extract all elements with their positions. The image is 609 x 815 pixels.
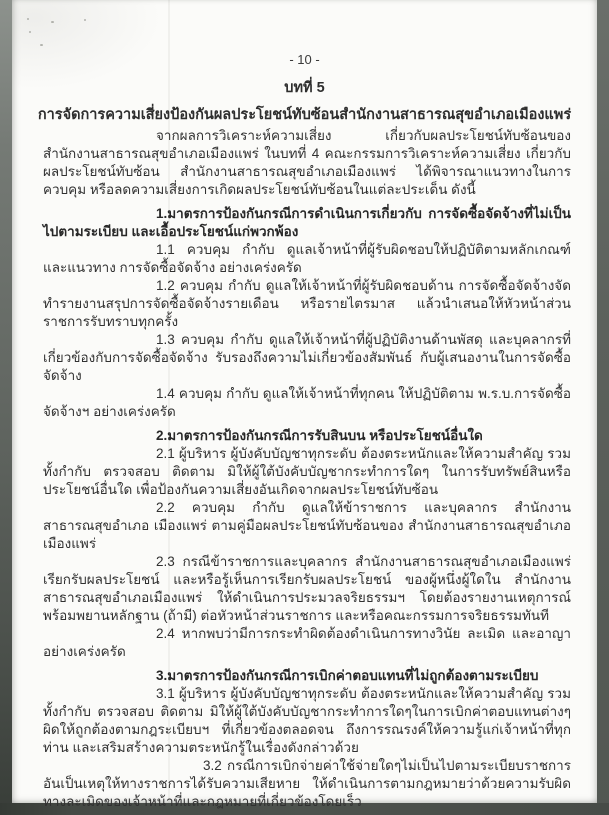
section-1-heading: 1.มาตรการป้องกันกรณีการดำเนินการเกี่ยวกับ การจัดซื้อจัดจ้างที่ไม่เป็นไปตามระเบียบ และเอื้อประโยชน์แก่พวกพ้อง	[43, 206, 571, 239]
item-2-4: 2.4 หากพบว่ามีการกระทำผิดต้องดำเนินการทางวินัย ละเมิด และอาญาอย่างเคร่งครัด	[43, 626, 571, 659]
item-3-2: 3.2 กรณีการเบิกจ่ายค่าใช้จ่ายใดๆไม่เป็นไปตามระเบียบราชการ อันเป็นเหตุให้ทางราชการได้รับความเสียหาย ให้ดำเนินการตามกฎหมายว่าด้วยความรับผิด ทางละเมิดของเจ้าหน้าที่และกฎหมายที่เกี่ยวข้องโดยเร็ว	[43, 758, 571, 809]
scan-speck	[40, 44, 43, 46]
page-title: การจัดการความเสี่ยงป้องกันผลประโยชน์ทับซ้อนสำนักงานสาธารณสุขอำเภอเมืองแพร่	[37, 107, 572, 123]
scan-speck	[29, 31, 31, 33]
item-3-1: 3.1 ผู้บริหาร ผู้บังคับบัญชาทุกระดับ ต้องตระหนักและให้ความสำคัญ รวมทั้งกำกับ ตรวจสอบ ติดตาม มิให้ผู้ใต้บังคับบัญชากระทำการใดๆในการเบิกค่าตอบแทนต่างๆ ผิดให้ถูกต้องตามกฎระเบียบฯ ที่เกี่ยวข้องตลอดจน ถึงการรณรงค์ให้ความรู้แก่เจ้าหน้าที่ทุกท่าน และเสริมสร้างความตระหนักรู้ในเรื่องดังกล่าวด้วย	[43, 686, 571, 755]
item-1-3: 1.3 ควบคุม กำกับ ดูแลให้เจ้าหน้าที่ผู้ปฏิบัติงานด้านพัสดุ และบุคลากรที่เกี่ยวข้องกับการจัดซื้อจัดจ้าง รับรองถึงความไม่เกี่ยวข้องสัมพันธ์ กับผู้เสนองานในการจัดซื้อจัดจ้าง	[43, 332, 571, 383]
section-2-heading: 2.มาตรการป้องกันกรณีการรับสินบน หรือประโยชน์อื่นใด	[156, 428, 483, 443]
chapter-heading: บทที่ 5	[284, 80, 325, 96]
section-3-heading: 3.มาตรการป้องกันกรณีการเบิกค่าตอบแทนที่ไม่ถูกต้องตามระเบียบ	[156, 668, 539, 683]
scan-speck	[51, 21, 54, 23]
paragraph-intro: จากผลการวิเคราะห์ความเสี่ยง เกี่ยวกับผลประโยชน์ทับซ้อนของ สำนักงานสาธารณสุขอำเภอเมืองแพร่ ในบทที่ 4 คณะกรรมการวิเคราะห์ความเสี่ยง เกี่ยวกับผลประโยชน์ทับซ้อน สำนักงานสาธารณสุขอำเภอเมืองแพร่ ได้พิจารณาแนวทางในการควบคุม หรือลดความเสี่ยงการเกิดผลประโยชน์ทับซ้อนในแต่ละประเด็น ดังนี้	[43, 128, 571, 197]
document-body	[43, 127, 571, 811]
item-2-1: 2.1 ผู้บริหาร ผู้บังคับบัญชาทุกระดับ ต้องตระหนักและให้ความสำคัญ รวมทั้งกำกับ ตรวจสอบ ติดตาม มิให้ผู้ใต้บังคับบัญชากระทำการใดๆ ในการรับทรัพย์สินหรือประโยชน์อื่นใด เพื่อป้องกันความเสี่ยงอันเกิดจากผลประโยชน์ทับซ้อน	[43, 446, 571, 497]
item-2-3: 2.3 กรณีข้าราชการและบุคลากร สำนักงานสาธารณสุขอำเภอเมืองแพร่ เรียกรับผลประโยชน์ และหรือรู้เห็นการเรียกรับผลประโยชน์ ของผู้หนึ่งผู้ใดใน สำนักงานสาธารณสุขอำเภอเมืองแพร่ ให้ดำเนินการประมวลจริยธรรมฯ โดยต้องรายงานเหตุการณ์ พร้อมพยานหลักฐาน (ถ้ามี) ต่อหัวหน้าส่วนราชการ และหรือคณะกรรมการจริยธรรมทันที	[43, 554, 571, 623]
item-1-1: 1.1 ควบคุม กำกับ ดูแลเจ้าหน้าที่ผู้รับผิดชอบให้ปฏิบัติตามหลักเกณฑ์ และแนวทาง การจัดซื้อจัดจ้าง อย่างเคร่งครัด	[43, 242, 571, 275]
scan-speck	[84, 19, 86, 21]
item-1-4: 1.4 ควบคุม กำกับ ดูแลให้เจ้าหน้าที่ทุกคน ให้ปฏิบัติตาม พ.ร.บ.การจัดซื้อจัดจ้างฯ อย่างเคร่งครัด	[43, 386, 571, 419]
scan-background-left-strip	[0, 0, 12, 815]
document-page	[12, 0, 597, 809]
scan-background-right-strip	[597, 0, 609, 815]
item-2-2: 2.2 ควบคุม กำกับ ดูแลให้ข้าราชการ และบุคลากร สำนักงานสาธารณสุขอำเภอ เมืองแพร่ ตามคู่มือผลประโยชน์ทับซ้อนของ สำนักงานสาธารณสุขอำเภอเมืองแพร่	[43, 500, 571, 551]
scan-speck	[27, 18, 29, 20]
item-1-2: 1.2 ควบคุม กำกับ ดูแลให้เจ้าหน้าที่ผู้รับผิดชอบด้าน การจัดซื้อจัดจ้างจัดทำรายงานสรุปการจัดซื้อจัดจ้างรายเดือน หรือรายไตรมาส แล้วนำเสนอให้หัวหน้าส่วนราชการรับทราบทุกครั้ง	[43, 278, 571, 329]
page-number: - 10 -	[289, 52, 320, 67]
